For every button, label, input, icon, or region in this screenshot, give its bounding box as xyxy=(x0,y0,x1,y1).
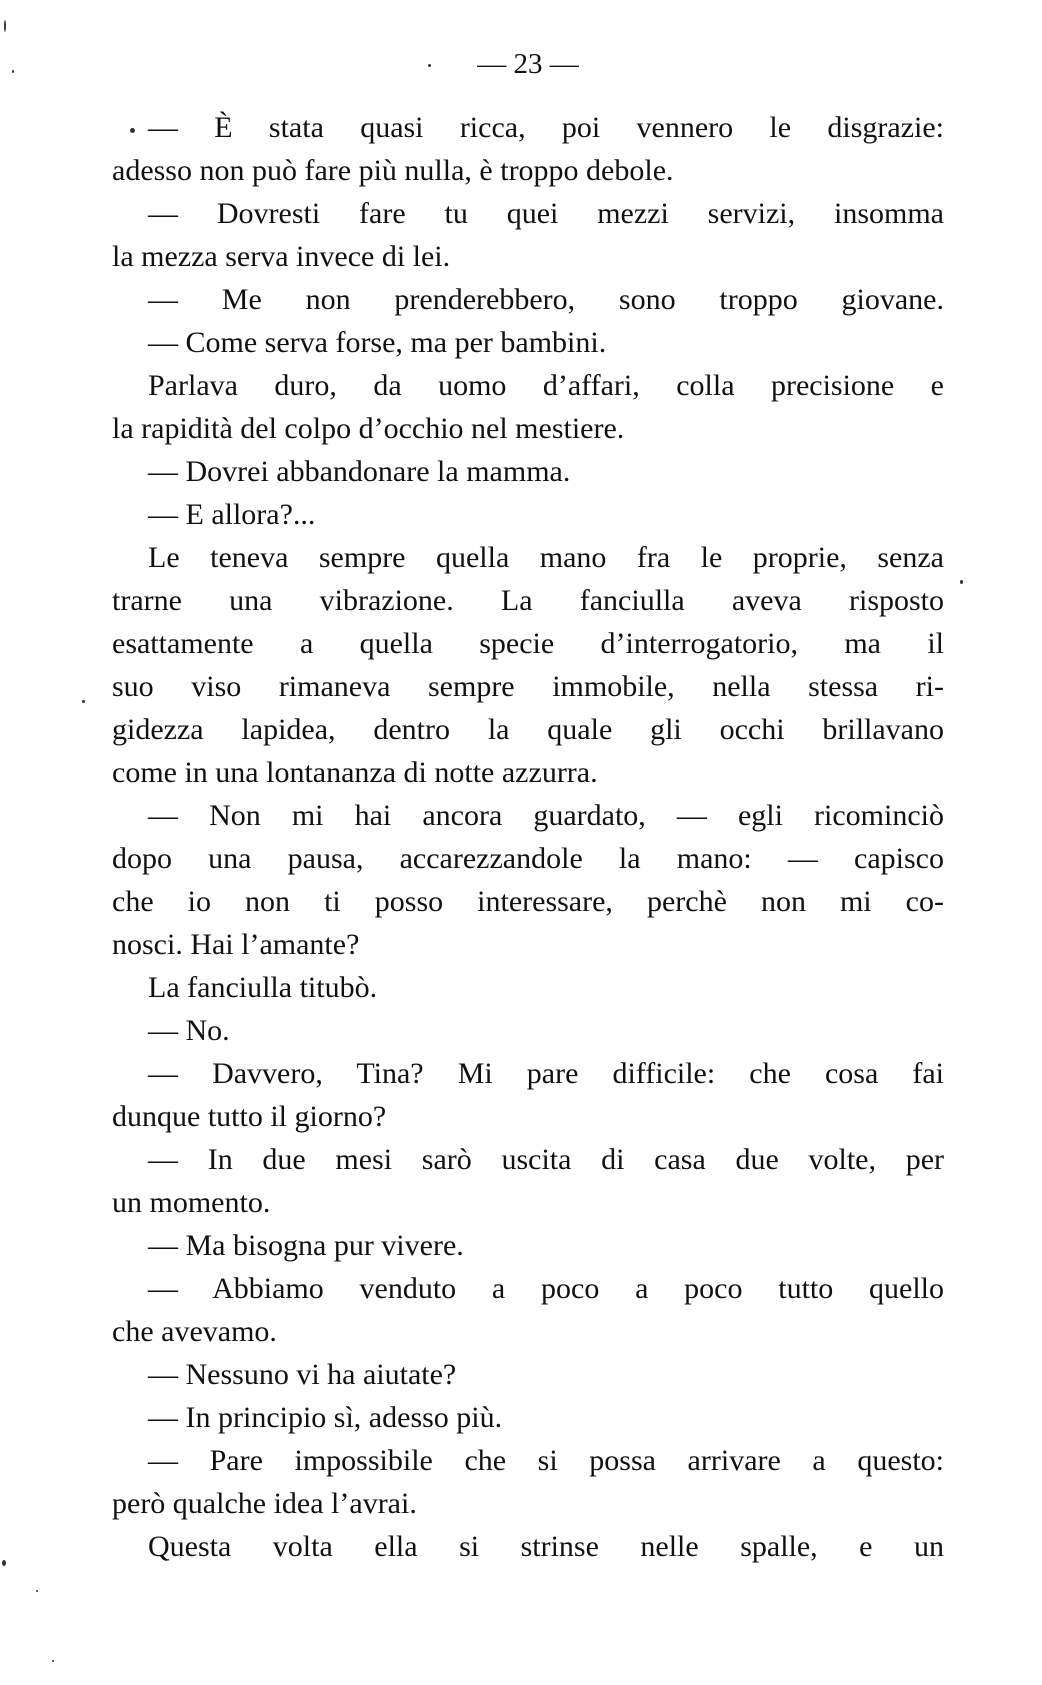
scan-speck xyxy=(130,128,135,133)
scan-speck xyxy=(52,1660,54,1662)
text-line: trarne una vibrazione. La fanciulla aveva risposto xyxy=(112,584,944,617)
text-line: — Ma bisogna pur vivere. xyxy=(148,1229,464,1262)
text-line: — Me non prenderebbero, sono troppo giovane. xyxy=(148,283,944,316)
scan-speck xyxy=(4,20,6,32)
scan-speck xyxy=(2,1560,6,1566)
page-body-text xyxy=(112,106,944,1568)
text-line: — Davvero, Tina? Mi pare difficile: che cosa fai xyxy=(148,1057,944,1090)
text-line: — Come serva forse, ma per bambini. xyxy=(148,326,607,359)
text-line: che io non ti posso interessare, perchè non mi co- xyxy=(112,885,944,918)
text-line: la rapidità del colpo d’occhio nel mestiere. xyxy=(112,412,625,445)
text-line: — E allora?... xyxy=(148,498,316,531)
text-line: gidezza lapidea, dentro la quale gli occhi brillavano xyxy=(112,713,944,746)
text-line: però qualche idea l’avrai. xyxy=(112,1487,417,1520)
text-line: un momento. xyxy=(112,1186,271,1219)
text-line: — Nessuno vi ha aiutate? xyxy=(148,1358,457,1391)
page-number: — 23 — xyxy=(477,48,579,80)
scan-speck xyxy=(36,1590,38,1592)
text-line: — Dovrei abbandonare la mamma. xyxy=(148,455,571,488)
text-line: Questa volta ella si strinse nelle spalle, e un xyxy=(148,1530,944,1563)
text-line: nosci. Hai l’amante? xyxy=(112,928,360,961)
scan-speck xyxy=(960,580,963,584)
text-line: — Abbiamo venduto a poco a poco tutto quello xyxy=(148,1272,944,1305)
text-line: dopo una pausa, accarezzandole la mano: — capisco xyxy=(112,842,944,875)
text-line: — Dovresti fare tu quei mezzi servizi, insomma xyxy=(148,197,944,230)
scan-speck xyxy=(82,700,85,703)
text-line: come in una lontananza di notte azzurra. xyxy=(112,756,598,789)
text-line: — In principio sì, adesso più. xyxy=(148,1401,503,1434)
text-line: Parlava duro, da uomo d’affari, colla precisione e xyxy=(148,369,944,402)
text-line: che avevamo. xyxy=(112,1315,277,1348)
text-line: suo viso rimaneva sempre immobile, nella stessa ri- xyxy=(112,670,944,703)
text-line: dunque tutto il giorno? xyxy=(112,1100,387,1133)
text-line: — Pare impossibile che si possa arrivare a questo: xyxy=(148,1444,944,1477)
text-line: esattamente a quella specie d’interrogatorio, ma il xyxy=(112,627,944,660)
text-line: la mezza serva invece di lei. xyxy=(112,240,451,273)
text-line: Le teneva sempre quella mano fra le proprie, senza xyxy=(148,541,944,574)
text-line: — È stata quasi ricca, poi vennero le disgrazie: xyxy=(148,111,944,144)
text-line: — Non mi hai ancora guardato, — egli ricominciò xyxy=(148,799,944,832)
text-line: — No. xyxy=(148,1014,230,1047)
scan-speck xyxy=(428,64,431,67)
text-line: La fanciulla titubò. xyxy=(148,971,378,1004)
text-line: adesso non può fare più nulla, è troppo debole. xyxy=(112,154,674,187)
text-line: — In due mesi sarò uscita di casa due volte, per xyxy=(148,1143,944,1176)
scan-speck xyxy=(12,70,14,73)
